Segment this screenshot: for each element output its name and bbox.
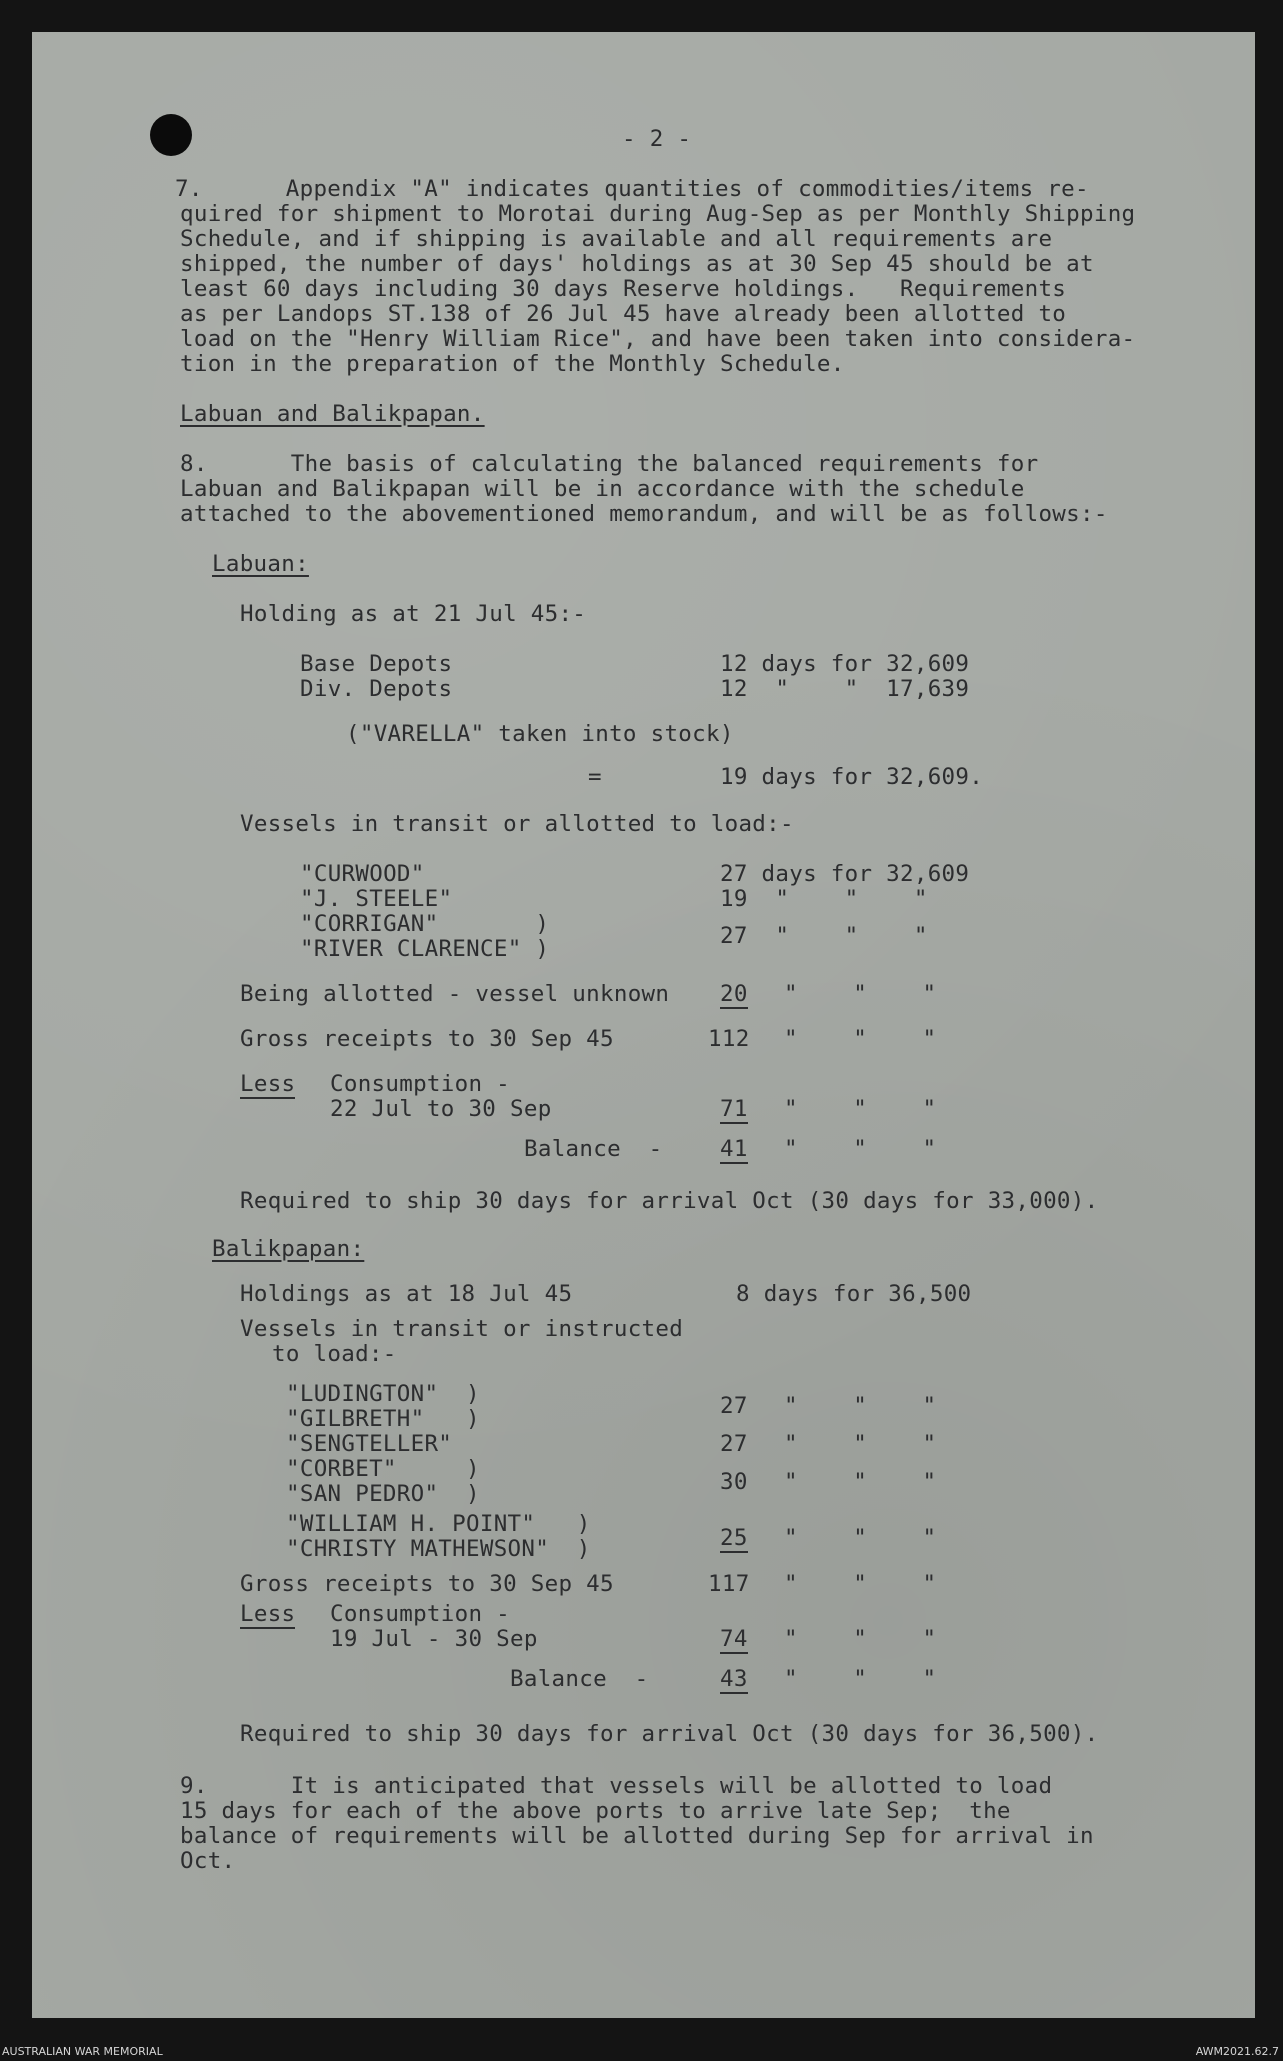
para8-line-3: attached to the abovementioned memorandum, and will be as follows:- — [180, 501, 1108, 527]
balikpapan-heading: Balikpapan: — [212, 1236, 365, 1262]
balikpapan-vessel-corbet: "CORBET" ) — [286, 1456, 480, 1482]
balikpapan-holdings-value: 8 days for 36,500 — [736, 1281, 972, 1307]
balikpapan-balance-label: Balance - — [510, 1666, 649, 1692]
labuan-balance-value: 41 — [720, 1136, 748, 1162]
labuan-being-allotted-label: Being allotted - vessel unknown — [240, 981, 670, 1007]
balikpapan-less-label: Less — [240, 1601, 296, 1627]
balikpapan-holdings-label: Holdings as at 18 Jul 45 — [240, 1281, 573, 1307]
labuan-vessel-curwood-value: 27 days for 32,609 — [720, 861, 970, 887]
balikpapan-consumption-label: Consumption - — [330, 1601, 510, 1627]
balikpapan-value-3: 30 — [720, 1469, 748, 1495]
balikpapan-gross-label: Gross receipts to 30 Sep 45 — [240, 1571, 614, 1597]
labuan-vessel-curwood: "CURWOOD" — [300, 861, 425, 887]
labuan-being-allotted-value: 20 — [720, 981, 748, 1007]
labuan-consumption-value: 71 — [720, 1096, 748, 1122]
balikpapan-vessels-label: Vessels in transit or instructed — [240, 1316, 684, 1342]
para9-line-2: 15 days for each of the above ports to arrive late Sep; the — [180, 1798, 1011, 1824]
balikpapan-required: Required to ship 30 days for arrival Oct (30 days for 36,500). — [240, 1721, 1099, 1747]
labuan-being-allotted-ditto: " " " — [784, 981, 937, 1007]
para9-line-4: Oct. — [180, 1848, 236, 1874]
balikpapan-value-4: 25 — [720, 1525, 748, 1551]
para7-line-7: load on the "Henry William Rice", and have been taken into considera- — [180, 326, 1136, 352]
punch-hole — [150, 114, 192, 156]
labuan-vessel-j-steele-value: 19 " " " — [720, 886, 928, 912]
labuan-consumption-period: 22 Jul to 30 Sep — [330, 1096, 552, 1122]
para7-line-8: tion in the preparation of the Monthly Schedule. — [180, 351, 845, 377]
balikpapan-vessels-label-cont: to load:- — [272, 1341, 397, 1367]
labuan-balance-label: Balance - — [524, 1136, 663, 1162]
para7-line-6: as per Landops ST.138 of 26 Jul 45 have already been allotted to — [180, 301, 1067, 327]
balikpapan-consumption-value: 74 — [720, 1626, 748, 1652]
para8-line-1: 8. The basis of calculating the balanced requirements for — [180, 451, 1039, 477]
labuan-consumption-ditto: " " " — [784, 1096, 937, 1122]
balikpapan-value-1: 27 — [720, 1393, 748, 1419]
para8-line-2: Labuan and Balikpapan will be in accordance with the schedule — [180, 476, 1025, 502]
labuan-balance-ditto: " " " — [784, 1136, 937, 1162]
labuan-heading: Labuan: — [212, 551, 309, 577]
balikpapan-consumption-ditto: " " " — [784, 1626, 937, 1652]
balikpapan-gross-value: 117 — [708, 1571, 750, 1597]
labuan-varella-note: ("VARELLA" taken into stock) — [346, 721, 734, 747]
balikpapan-value-2: 27 — [720, 1431, 748, 1457]
balikpapan-balance-ditto: " " " — [784, 1666, 937, 1692]
document-page — [32, 32, 1255, 2018]
labuan-vessel-river-clarence: "RIVER CLARENCE" ) — [300, 936, 550, 962]
para9-line-1: 9. It is anticipated that vessels will be allotted to load — [180, 1773, 1053, 1799]
balikpapan-ditto-4: " " " — [784, 1525, 937, 1551]
para7-line-4: shipped, the number of days' holdings as at 30 Sep 45 should be at — [180, 251, 1094, 277]
balikpapan-ditto-3: " " " — [784, 1469, 937, 1495]
labuan-vessels-label: Vessels in transit or allotted to load:- — [240, 811, 794, 837]
balikpapan-vessel-ludington: "LUDINGTON" ) — [286, 1381, 480, 1407]
labuan-gross-ditto: " " " — [784, 1026, 937, 1052]
labuan-vessel-corrigan: "CORRIGAN" ) — [300, 911, 550, 937]
balikpapan-vessel-gilbreth: "GILBRETH" ) — [286, 1406, 480, 1432]
labuan-vessel-j-steele: "J. STEELE" — [300, 886, 453, 912]
balikpapan-gross-ditto: " " " — [784, 1571, 937, 1597]
balikpapan-vessel-christy-mathewson: "CHRISTY MATHEWSON" ) — [286, 1536, 591, 1562]
labuan-gross-label: Gross receipts to 30 Sep 45 — [240, 1026, 614, 1052]
labuan-less-label: Less — [240, 1071, 296, 1097]
balikpapan-ditto-2: " " " — [784, 1431, 937, 1457]
section-heading-labuan-balikpapan: Labuan and Balikpapan. — [180, 401, 485, 427]
labuan-equals-sign: = — [588, 764, 602, 790]
labuan-div-depots-value: 12 " " 17,639 — [720, 676, 970, 702]
para7-line-3: Schedule, and if shipping is available and all requirements are — [180, 226, 1053, 252]
labuan-vessel-corrigan-clarence-value: 27 " " " — [720, 923, 928, 949]
labuan-base-depots-label: Base Depots — [300, 651, 453, 677]
para7-line-2: quired for shipment to Morotai during Aug-Sep as per Monthly Shipping — [180, 201, 1136, 227]
para7-line-5: least 60 days including 30 days Reserve holdings. Requirements — [180, 276, 1067, 302]
labuan-required: Required to ship 30 days for arrival Oct (30 days for 33,000). — [240, 1188, 1099, 1214]
footer-accession-number: AWM2021.62.7 — [1195, 2045, 1279, 2058]
balikpapan-vessel-william-h-point: "WILLIAM H. POINT" ) — [286, 1511, 591, 1537]
balikpapan-ditto-1: " " " — [784, 1393, 937, 1419]
page-number: - 2 - — [622, 126, 692, 152]
para9-line-3: balance of requirements will be allotted during Sep for arrival in — [180, 1823, 1094, 1849]
labuan-gross-value: 112 — [708, 1026, 750, 1052]
labuan-equals-value: 19 days for 32,609. — [720, 764, 984, 790]
labuan-div-depots-label: Div. Depots — [300, 676, 453, 702]
labuan-holding-label: Holding as at 21 Jul 45:- — [240, 601, 587, 627]
balikpapan-consumption-period: 19 Jul - 30 Sep — [330, 1626, 538, 1652]
labuan-consumption-label: Consumption - — [330, 1071, 510, 1097]
balikpapan-vessel-sengteller: "SENGTELLER" — [286, 1431, 453, 1457]
labuan-base-depots-value: 12 days for 32,609 — [720, 651, 970, 677]
balikpapan-balance-value: 43 — [720, 1666, 748, 1692]
para7-line-1: 7. Appendix "A" indicates quantities of commodities/items re- — [175, 176, 1089, 202]
footer-institution: AUSTRALIAN WAR MEMORIAL — [2, 2045, 163, 2058]
balikpapan-vessel-san-pedro: "SAN PEDRO" ) — [286, 1481, 480, 1507]
